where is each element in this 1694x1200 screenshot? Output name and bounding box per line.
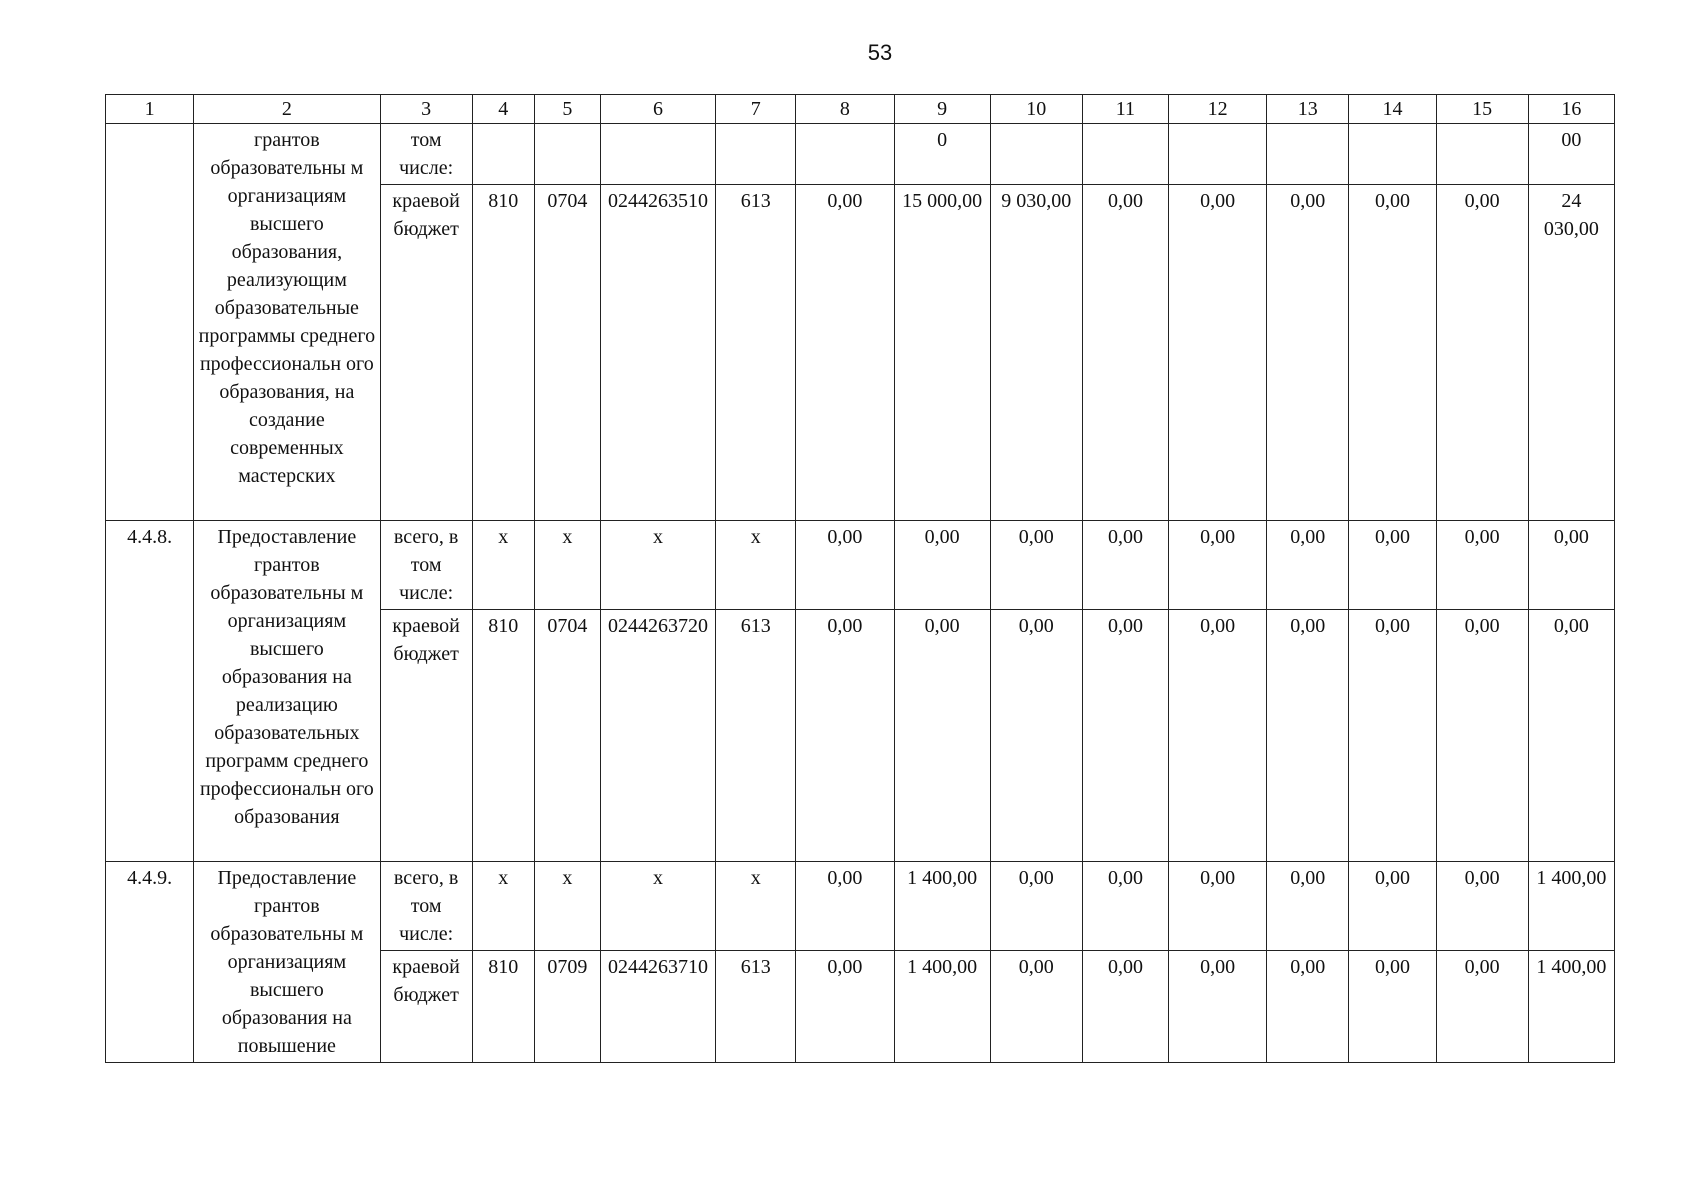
table-cell: х	[600, 521, 715, 610]
header-cell: 1	[106, 95, 194, 124]
table-cell: 0244263510	[600, 185, 715, 521]
funding-source: всего, в том числе:	[380, 862, 472, 951]
table-cell: 0244263710	[600, 951, 715, 1063]
table-cell	[1436, 124, 1528, 185]
table-cell	[796, 124, 894, 185]
table-cell: 0,00	[990, 862, 1082, 951]
table-cell: х	[534, 521, 600, 610]
table-cell: 0,00	[1169, 951, 1267, 1063]
table-cell: 0,00	[1082, 185, 1168, 521]
header-cell: 15	[1436, 95, 1528, 124]
header-cell: 6	[600, 95, 715, 124]
table-cell: 0,00	[1528, 521, 1614, 610]
page-number: 53	[867, 40, 893, 65]
table-cell: 0,00	[1169, 862, 1267, 951]
table-cell: 0,00	[1436, 951, 1528, 1063]
header-cell: 4	[472, 95, 534, 124]
table-cell	[472, 124, 534, 185]
table-cell: 0709	[534, 951, 600, 1063]
header-row	[106, 95, 1615, 124]
table-cell: 0,00	[1169, 185, 1267, 521]
header-cell: 10	[990, 95, 1082, 124]
table-cell: 00	[1528, 124, 1614, 185]
header-cell: 8	[796, 95, 894, 124]
table-cell: 0704	[534, 185, 600, 521]
table-cell: х	[472, 862, 534, 951]
header-cell: 13	[1267, 95, 1349, 124]
table-cell: 0,00	[1082, 951, 1168, 1063]
table-cell: 0,00	[796, 185, 894, 521]
table-cell: 24 030,00	[1528, 185, 1614, 521]
table-cell	[990, 124, 1082, 185]
table-cell: 0,00	[796, 610, 894, 862]
table-cell: 0244263720	[600, 610, 715, 862]
item-code: 4.4.8.	[106, 521, 194, 862]
table-cell: х	[472, 521, 534, 610]
table-cell: х	[600, 862, 715, 951]
table-cell: 0,00	[1267, 951, 1349, 1063]
funding-source: всего, в том числе:	[380, 521, 472, 610]
funding-source: том числе:	[380, 124, 472, 185]
table-cell: 0,00	[894, 521, 990, 610]
table-cell: 0704	[534, 610, 600, 862]
table-cell: 0,00	[990, 610, 1082, 862]
table-cell: 0,00	[1436, 185, 1528, 521]
table-cell	[1169, 124, 1267, 185]
item-code	[106, 124, 194, 521]
table-cell: 0,00	[1436, 862, 1528, 951]
item-code: 4.4.9.	[106, 862, 194, 1063]
table-cell: 613	[716, 951, 796, 1063]
header-cell: 14	[1349, 95, 1436, 124]
table-cell: 0,00	[1349, 521, 1436, 610]
table-cell: 9 030,00	[990, 185, 1082, 521]
table-cell	[1267, 124, 1349, 185]
table-cell: 15 000,00	[894, 185, 990, 521]
item-description: Предоставление грантов образовательны м организациям высшего образования на повышение	[194, 862, 380, 1063]
table-cell: 0,00	[1267, 862, 1349, 951]
table-cell: 1 400,00	[894, 862, 990, 951]
table-cell	[534, 124, 600, 185]
table-cell: 0	[894, 124, 990, 185]
table-row	[106, 521, 1615, 610]
table-cell: 0,00	[1349, 610, 1436, 862]
header-cell: 7	[716, 95, 796, 124]
table-cell: х	[534, 862, 600, 951]
table-cell: 0,00	[1082, 610, 1168, 862]
table-cell: х	[716, 521, 796, 610]
header-cell: 5	[534, 95, 600, 124]
table-cell: 810	[472, 185, 534, 521]
table-cell: 0,00	[796, 521, 894, 610]
item-description: Предоставление грантов образовательны м организациям высшего образования на реализацию образовательных программ среднего профессиональн ого образования	[194, 521, 380, 862]
table-cell: 0,00	[796, 951, 894, 1063]
table-cell: 613	[716, 185, 796, 521]
budget-table	[105, 94, 1615, 1063]
funding-source: краевой бюджет	[380, 185, 472, 521]
table-cell: 0,00	[1082, 862, 1168, 951]
table-cell	[600, 124, 715, 185]
funding-source: краевой бюджет	[380, 610, 472, 862]
table-cell: 1 400,00	[1528, 951, 1614, 1063]
table-cell: 810	[472, 610, 534, 862]
table-cell: 0,00	[796, 862, 894, 951]
header-cell: 2	[194, 95, 380, 124]
table-cell: 0,00	[894, 610, 990, 862]
header-cell: 12	[1169, 95, 1267, 124]
table-cell: 0,00	[1436, 521, 1528, 610]
header-cell: 16	[1528, 95, 1614, 124]
table-cell: 0,00	[1349, 862, 1436, 951]
table-cell: х	[716, 862, 796, 951]
table-cell: 0,00	[990, 951, 1082, 1063]
table-cell	[716, 124, 796, 185]
funding-source: краевой бюджет	[380, 951, 472, 1063]
table-cell: 0,00	[1349, 185, 1436, 521]
table-cell: 0,00	[1436, 610, 1528, 862]
table-cell: 1 400,00	[894, 951, 990, 1063]
header-cell: 9	[894, 95, 990, 124]
table-cell: 0,00	[1528, 610, 1614, 862]
table-cell: 0,00	[990, 521, 1082, 610]
table-cell	[1349, 124, 1436, 185]
table-cell: 0,00	[1169, 521, 1267, 610]
item-description: грантов образовательны м организациям высшего образования, реализующим образовательные программы среднего профессиональн ого образования, на создание современных мастерских	[194, 124, 380, 521]
table-cell: 0,00	[1349, 951, 1436, 1063]
table-row	[106, 862, 1615, 951]
header-cell: 3	[380, 95, 472, 124]
table-cell: 1 400,00	[1528, 862, 1614, 951]
table-cell: 0,00	[1267, 521, 1349, 610]
table-cell: 0,00	[1169, 610, 1267, 862]
table-cell: 810	[472, 951, 534, 1063]
table-cell	[1082, 124, 1168, 185]
table-row	[106, 124, 1615, 185]
table-cell: 0,00	[1082, 521, 1168, 610]
table-cell: 0,00	[1267, 610, 1349, 862]
header-cell: 11	[1082, 95, 1168, 124]
table-cell: 613	[716, 610, 796, 862]
table-cell: 0,00	[1267, 185, 1349, 521]
